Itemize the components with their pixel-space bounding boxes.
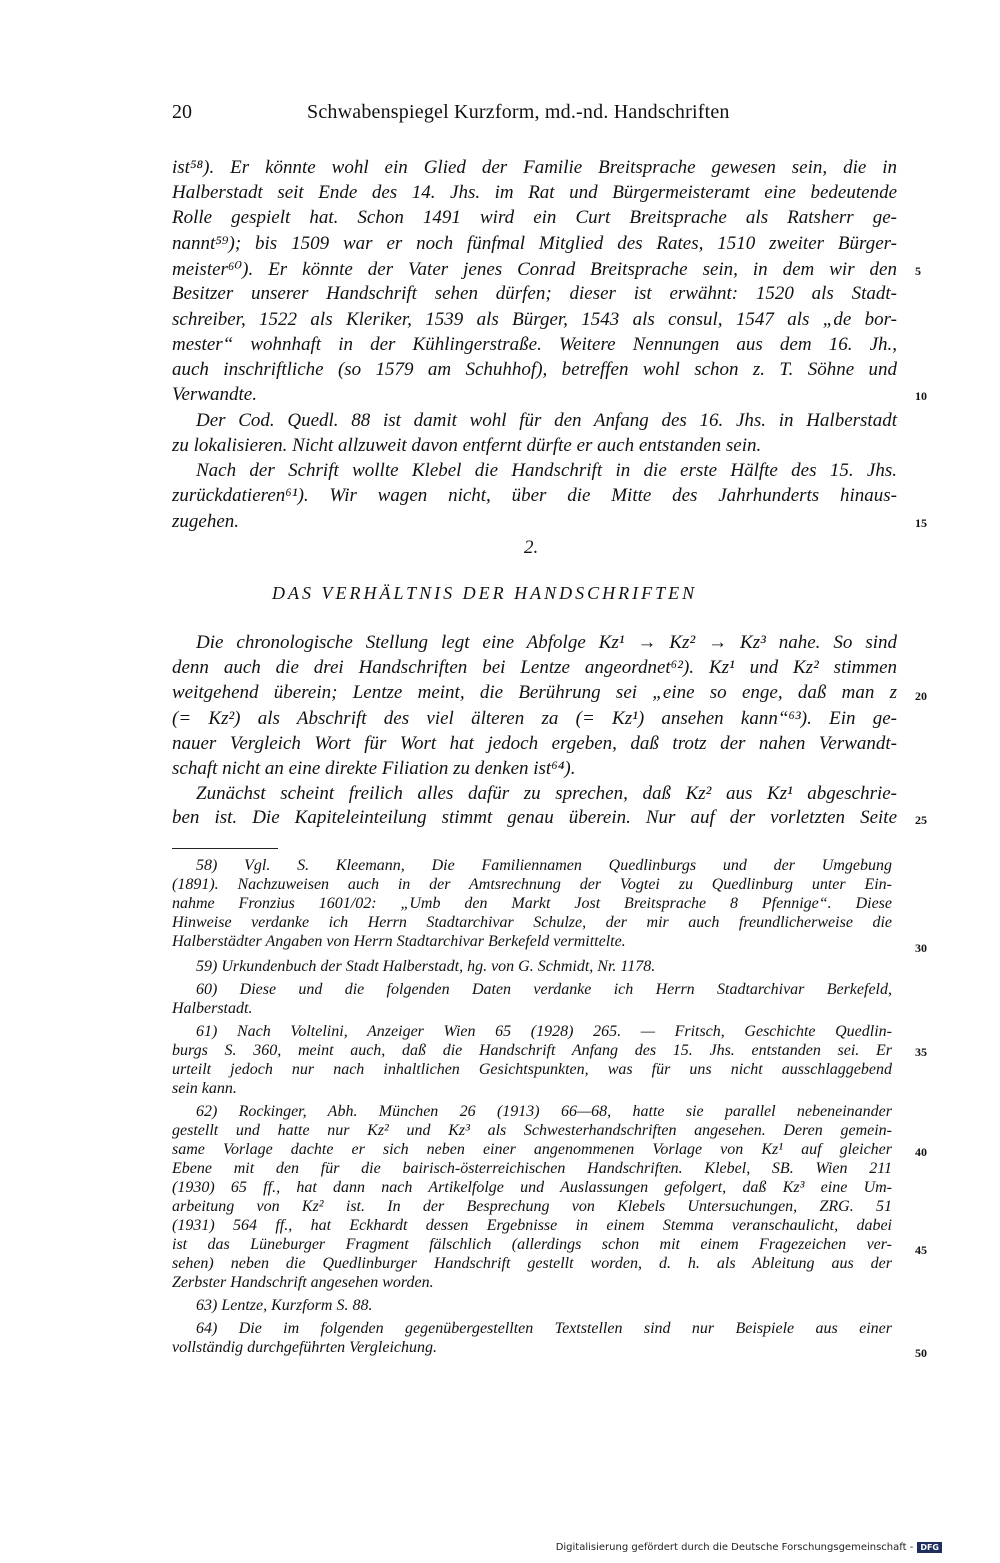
body-line: nannt⁵⁹); bis 1509 war er noch fünfmal Mitglied des Rates, 1510 zweiter Bürger- [172,233,897,254]
footnote-line: sein kann. [172,1080,237,1097]
body-line: zugehen. [172,511,240,532]
body-line: zu lokalisieren. Nicht allzuweit davon entfernt dürfte er auch entstanden sein. [172,435,762,456]
running-title: Schwabenspiegel Kurzform, md.-nd. Handschriften [307,101,730,123]
section-line: (= Kz²) als Abschrift des viel älteren za (= Kz¹) ansehen kann“⁶³). Ein ge- [172,708,897,729]
line-number: 20 [915,689,927,703]
line-number: 40 [915,1145,927,1159]
footnote-line: burgs S. 360, meint auch, daß die Handschrift Anfang des 15. Jhs. entstanden sei. Er [172,1042,892,1059]
body-line: mester“ wohnhaft in der Kühlingerstraße. Weitere Nennungen aus dem 16. Jh., [172,334,897,355]
line-number: 35 [915,1045,927,1059]
line-number: 30 [915,941,927,955]
footnote-line: sehen) neben die Quedlinburger Handschrift gestellt worden, d. h. als Ableitung aus der [172,1255,892,1272]
footnote-line: 62) Rockinger, Abh. München 26 (1913) 66—68, hatte sie parallel nebeneinander [196,1103,892,1120]
body-line: Verwandte. [172,384,257,405]
line-number: 45 [915,1243,927,1257]
line-number: 5 [915,264,921,278]
body-line: Nach der Schrift wollte Klebel die Handschrift in die erste Hälfte des 15. Jhs. [196,460,897,481]
line-number: 15 [915,516,927,530]
body-line: meister⁶⁰). Er könnte der Vater jenes Conrad Breitsprache sein, in dem wir den [172,259,897,280]
credit-text: Digitalisierung gefördert durch die Deutsche Forschungsgemeinschaft - [555,1542,914,1553]
footnote-line: same Vorlage dachte er sich neben einer angenommenen Vorlage von Kz¹ auf gleicher [172,1141,892,1158]
footnote-divider [172,848,278,849]
section-line: Die chronologische Stellung legt eine Abfolge Kz¹ → Kz² → Kz³ nahe. So sind [196,632,897,653]
section-line: schaft nicht an eine direkte Filiation zu denken ist⁶⁴). [172,758,576,779]
body-line: Besitzer unserer Handschrift sehen dürfen; dieser ist erwähnt: 1520 als Stadt- [172,283,897,304]
footnote-line: 58) Vgl. S. Kleemann, Die Familiennamen Quedlinburgs und der Umgebung [196,857,892,874]
footnote-line: 60) Diese und die folgenden Daten verdanke ich Herrn Stadtarchivar Berkefeld, [196,981,892,998]
footnote-line: 61) Nach Voltelini, Anzeiger Wien 65 (1928) 265. — Fritsch, Geschichte Quedlin- [196,1023,892,1040]
section-title: DAS VERHÄLTNIS DER HANDSCHRIFTEN [272,583,698,603]
footnote-line: arbeitung von Kz² ist. In der Besprechung von Klebels Untersuchungen, ZRG. 51 [172,1198,892,1215]
footnote-line: Halberstadt. [172,1000,253,1017]
line-number: 25 [915,813,927,827]
section-number: 2. [524,537,539,558]
section-line: Zunächst scheint freilich alles dafür zu sprechen, daß Kz² aus Kz¹ abgeschrie- [196,783,897,804]
footnote-line: (1891). Nachzuweisen auch in der Amtsrechnung der Vogtei zu Quedlinburg unter Ein- [172,876,892,893]
footnote-line: (1931) 564 ff., hat Eckhardt dessen Ergebnisse in einem Stemma veranschaulicht, dabei [172,1217,892,1234]
digitization-credit [556,1542,942,1553]
footnote-line: 63) Lentze, Kurzform S. 88. [196,1297,373,1314]
footnote-line: nahme Fronzius 1601/02: „Umb den Markt Jost Breitsprache 8 Pfennige“. Diese [172,895,892,912]
footnote-line: Ebene mit den für die bairisch-österreichischen Handschriften. Klebel, SB. Wien 211 [172,1160,892,1177]
dfg-logo-icon: DFG [917,1542,942,1553]
section-line: nauer Vergleich Wort für Wort hat jedoch ergeben, daß trotz der nahen Verwandt- [172,733,897,754]
body-line: zurückdatieren⁶¹). Wir wagen nicht, über die Mitte des Jahrhunderts hinaus- [172,485,897,506]
footnote-line: ist das Lüneburger Fragment fälschlich (allerdings schon mit einem Fragezeichen ver- [172,1236,892,1253]
footnote-line: urteilt jedoch nur nach inhaltlichen Gesichtspunkten, was für uns nicht ausschlaggebend [172,1061,892,1078]
body-line: ist⁵⁸). Er könnte wohl ein Glied der Familie Breitsprache gewesen sein, die in [172,157,897,178]
footnote-line: Halberstädter Angaben von Herrn Stadtarchivar Berkefeld vermittelte. [172,933,626,950]
footnote-line: Hinweise verdanke ich Herrn Stadtarchivar Schulze, der mir auch freundlicherweise die [172,914,892,931]
body-line: Halberstadt seit Ende des 14. Jhs. im Rat und Bürgermeisteramt eine bedeutende [172,182,897,203]
body-line: auch inschriftliche (so 1579 am Schuhhof), betreffen wohl schon z. T. Söhne und [172,359,897,380]
section-line: weitgehend überein; Lentze meint, die Berührung sei „eine so enge, daß man z [172,682,897,703]
line-number: 10 [915,389,927,403]
footnote-line: 64) Die im folgenden gegenübergestellten Textstellen sind nur Beispiele aus einer [196,1320,892,1337]
footnote-line: (1930) 65 ff., hat dann nach Artikelfolge und Auslassungen gefolgert, daß Kz³ eine Um- [172,1179,892,1196]
footnote-line: 59) Urkundenbuch der Stadt Halberstadt, hg. von G. Schmidt, Nr. 1178. [196,958,656,975]
line-number: 50 [915,1346,927,1360]
footnote-line: gestellt und hatte nur Kz² und Kz³ als Schwesterhandschriften angesehen. Deren gemein- [172,1122,892,1139]
section-line: ben ist. Die Kapiteleinteilung stimmt genau überein. Nur auf der vorletzten Seite [172,807,897,828]
footnote-line: Zerbster Handschrift angesehen worden. [172,1274,434,1291]
section-line: denn auch die drei Handschriften bei Lentze angeordnet⁶²). Kz¹ und Kz² stimmen [172,657,897,678]
body-line: schreiber, 1522 als Kleriker, 1539 als Bürger, 1543 als consul, 1547 als „de bor- [172,309,897,330]
footnote-line: vollständig durchgeführten Vergleichung. [172,1339,437,1356]
body-line: Der Cod. Quedl. 88 ist damit wohl für den Anfang des 16. Jhs. in Halberstadt [196,410,897,431]
body-line: Rolle gespielt hat. Schon 1491 wird ein Curt Breitsprache als Ratsherr ge- [172,207,897,228]
page-number: 20 [172,101,192,123]
